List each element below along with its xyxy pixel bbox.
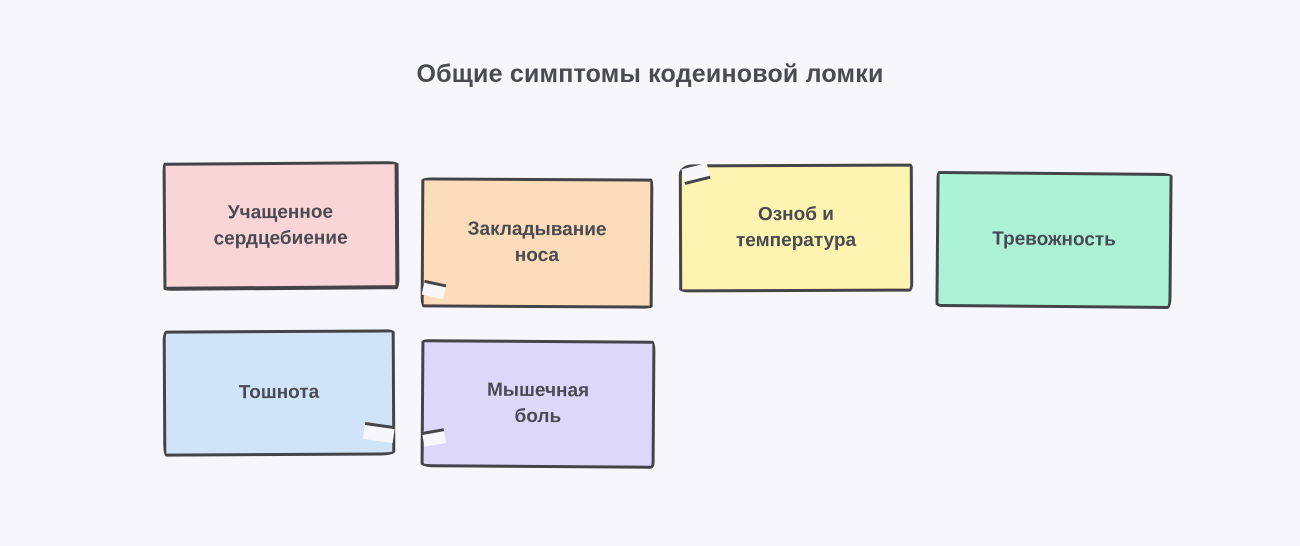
symptom-card-label: Мышечная боль (486, 380, 590, 428)
symptom-card-heart-rate (163, 161, 400, 291)
symptom-card-chills-fever (679, 164, 913, 293)
page-title: Общие симптомы кодеиновой ломки (416, 60, 884, 88)
symptom-card-label: Озноб и температура (735, 204, 857, 252)
symptom-card-nasal-congestion (421, 177, 654, 308)
symptom-card-label: Тревожность (992, 228, 1116, 251)
symptom-card-nausea (163, 329, 396, 456)
symptom-card-anxiety (935, 171, 1172, 309)
symptom-card-label: Учащенное сердцебиение (213, 201, 348, 249)
symptom-card-label: Закладывание носа (467, 218, 607, 267)
symptom-card-muscle-pain (421, 339, 656, 469)
symptom-card-label: Тошнота (238, 381, 320, 404)
